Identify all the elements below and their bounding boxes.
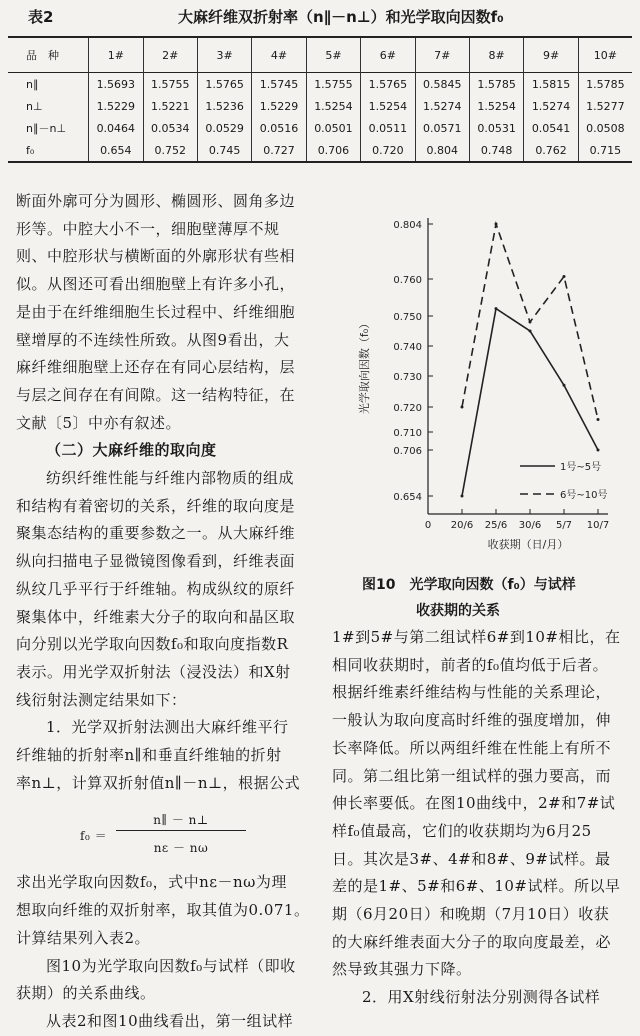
table-cell: 0.762: [524, 139, 578, 162]
table-cell: 1.5765: [197, 73, 251, 96]
table-cell: 1.5815: [524, 73, 578, 96]
table-title: [28, 6, 628, 28]
table-cell: 1.5785: [469, 73, 523, 96]
table-row-label: n∥－n⊥: [26, 122, 67, 135]
table-cell: 0.0511: [361, 117, 415, 139]
text-line: 向分别以光学取向因数f₀和取向度指数R: [16, 635, 289, 654]
table-header-cell: 品 种: [26, 49, 59, 62]
text-line: 率n⊥，计算双折射值n∥－n⊥，根据公式: [16, 773, 301, 792]
text-line: 图10为光学取向因数f₀与试样（即收: [46, 956, 296, 975]
text-line: 与层之间存在有间隙。这一结构特征，在: [16, 385, 296, 404]
y-tick-label: 0.740: [393, 342, 422, 353]
x-tick-label: 30/6: [518, 520, 542, 531]
text-line: 壁增厚的不连续性所致。从图9看出，大: [16, 330, 290, 349]
table-header-cell: 1#: [89, 37, 143, 73]
y-tick-label: 0.706: [393, 446, 422, 457]
table-row: [8, 95, 632, 117]
right-column: [332, 624, 632, 1012]
table-cell: 0.0464: [89, 117, 143, 139]
text-line: 则、中腔形状与横断面的外廓形状有些相: [16, 247, 296, 266]
left-column: [16, 188, 316, 1036]
table-header-cell: 10#: [578, 37, 632, 73]
chart-svg: [340, 196, 630, 576]
table-row: [8, 139, 632, 162]
table-cell: 1.5221: [143, 95, 197, 117]
data-point: [495, 223, 498, 226]
table-cell: 1.5236: [197, 95, 251, 117]
table-cell: 1.5277: [578, 95, 632, 117]
table-cell: 1.5745: [252, 73, 306, 96]
data-point: [597, 449, 600, 452]
table-cell: 0.745: [197, 139, 251, 162]
table-cell: 1.5229: [252, 95, 306, 117]
table-row: [8, 73, 632, 96]
text-line: 纵向扫描电子显微镜图像看到，纤维表面: [16, 552, 296, 571]
text-line: 是由于在纤维细胞生长过程中、纤维细胞: [16, 302, 296, 321]
table-caption: 大麻纤维双折射率（n∥－n⊥）和光学取向因数f₀: [178, 8, 504, 26]
table-cell: 0.715: [578, 139, 632, 162]
y-tick-label: 0.750: [393, 312, 422, 323]
table-cell: 0.5845: [415, 73, 469, 96]
paragraph-6: [16, 1008, 316, 1036]
x-tick-label: 20/6: [450, 520, 474, 531]
table-row-label: f₀: [26, 143, 35, 157]
table-cell: 1.5755: [143, 73, 197, 96]
table-cell: 1.5254: [469, 95, 523, 117]
text-line: 似。从图还可看出细胞壁上有许多小孔，: [16, 275, 296, 294]
text-line: 纵纹几乎平行于纤维轴。构成纵纹的原纤: [16, 579, 296, 598]
section-heading: （二）大麻纤维的取向度: [46, 441, 217, 460]
table-cell: 1.5755: [306, 73, 360, 96]
paragraph-2: [16, 465, 316, 714]
data-point: [461, 406, 464, 409]
paragraph-3: [16, 714, 316, 797]
x-tick-label: 25/6: [484, 520, 508, 531]
text-line: 想取向纤维的双折射率，取其值为0.071。: [16, 901, 310, 920]
data-table: [8, 36, 632, 163]
formula-lhs: f₀ ＝: [80, 829, 108, 844]
table-header-cell: 6#: [361, 37, 415, 73]
x-tick-label: 10/7: [586, 520, 610, 531]
formula-fraction-bar: [116, 830, 246, 831]
table-number: 表2: [28, 8, 54, 26]
text-line: 求出光学取向因数f₀，式中nε－nω为理: [16, 873, 287, 892]
formula: [16, 805, 316, 865]
text-line: 文献〔5〕中亦有叙述。: [16, 413, 182, 432]
table-cell: 0.0529: [197, 117, 251, 139]
table-header-cell: 2#: [143, 37, 197, 73]
table-header-cell: 8#: [469, 37, 523, 73]
text-line: 聚集体中，纤维素大分子的取向和晶区取: [16, 607, 296, 626]
table-cell: 0.727: [252, 139, 306, 162]
y-tick-label: 0.730: [393, 372, 422, 383]
table-cell: 1.5274: [415, 95, 469, 117]
table-row-label: n∥: [26, 77, 39, 91]
y-tick-label: 0.760: [393, 275, 422, 286]
data-point: [597, 418, 600, 421]
data-point: [529, 330, 532, 333]
data-point: [529, 321, 532, 324]
text-line: 纺织纤维性能与纤维内部物质的组成: [46, 469, 295, 488]
data-point: [563, 384, 566, 387]
paragraph-4: [16, 869, 316, 952]
y-axis-label: 光学取向因数（f₀）: [358, 317, 371, 415]
figure-caption-line-1: 图10 光学取向因数（f₀）与试样: [362, 577, 576, 593]
table-cell: 0.0571: [415, 117, 469, 139]
text-line: 聚集态结构的重要参数之一。从大麻纤维: [16, 524, 296, 543]
table-header-cell: 5#: [306, 37, 360, 73]
x-tick-label: 5/7: [555, 520, 573, 531]
table-cell: 0.0531: [469, 117, 523, 139]
text-line: 从表2和图10曲线看出，第一组试样: [46, 1011, 294, 1030]
figure-caption: [362, 572, 632, 624]
table-cell: 0.748: [469, 139, 523, 162]
data-point: [495, 307, 498, 310]
table-cell: 0.720: [361, 139, 415, 162]
y-tick-label: 0.804: [393, 220, 422, 231]
table-cell: 0.804: [415, 139, 469, 162]
legend-label: 6号~10号: [560, 490, 608, 501]
table-cell: 1.5229: [89, 95, 143, 117]
text-line: 表示。用光学双折射法（浸没法）和X射: [16, 662, 291, 681]
table-cell: 0.0541: [524, 117, 578, 139]
text-line: 1#到5#与第二组试样6#到10#相比，在: [332, 628, 621, 646]
table-cell: 0.654: [89, 139, 143, 162]
text-line: 根据纤维素纤维结构与性能的关系理论，: [332, 683, 612, 702]
table-header-cell: 9#: [524, 37, 578, 73]
text-line: 同。第二组比第一组试样的强力要高，而: [332, 766, 612, 785]
text-line: 然导致其强力下降。: [332, 960, 472, 979]
text-line: 的大麻纤维表面大分子的取向度最差，必: [332, 932, 612, 951]
text-line: 获期）的关系曲线。: [16, 984, 156, 1003]
table-cell: 0.706: [306, 139, 360, 162]
table-cell: 1.5785: [578, 73, 632, 96]
table-row-label: n⊥: [26, 99, 43, 113]
formula-denominator: nε － nω: [153, 841, 209, 856]
text-line: 样f₀值最高，它们的收获期均为6月25: [332, 821, 592, 840]
legend-label: 1号~5号: [560, 462, 602, 473]
figure-10-chart: [340, 196, 630, 576]
paragraph-right: [332, 624, 632, 984]
table-cell: 1.5765: [361, 73, 415, 96]
text-line: 伸长率要低。在图10曲线中，2#和7#试: [332, 794, 616, 813]
table-cell: 0.0516: [252, 117, 306, 139]
text-line: 日。其次是3#、4#和8#、9#试样。最: [332, 849, 611, 868]
table-cell: 1.5254: [361, 95, 415, 117]
x-axis-label: 收获期（日/月）: [487, 538, 569, 551]
text-line: 断面外廓可分为圆形、椭圆形、圆角多边: [16, 192, 296, 210]
text-line: 麻纤维细胞壁上还存在有同心层结构，层: [16, 358, 296, 377]
section-2-start: 2．用X射线衍射法分别测得各试样: [362, 988, 601, 1007]
text-line: 线衍射法测定结果如下：: [16, 690, 187, 709]
text-line: 相同收获期时，前者的f₀值均低于后者。: [332, 655, 609, 674]
table-header-cell: 3#: [197, 37, 251, 73]
figure-caption-line-2: 收获期的关系: [416, 603, 500, 619]
text-line: 1．光学双折射法测出大麻纤维平行: [46, 718, 289, 737]
data-point: [563, 275, 566, 278]
table-header-row: [8, 37, 632, 73]
table-cell: 1.5254: [306, 95, 360, 117]
x-tick-label: 0: [424, 520, 432, 531]
table-row: [8, 117, 632, 139]
y-tick-label: 0.654: [393, 492, 422, 503]
text-line: 期（6月20日）和晚期（7月10日）收获: [332, 905, 610, 924]
table-cell: 0.752: [143, 139, 197, 162]
text-line: 长率降低。所以两组纤维在性能上有所不: [332, 738, 612, 757]
table-cell: 1.5693: [89, 73, 143, 96]
table-cell: 0.0534: [143, 117, 197, 139]
formula-numerator: n∥ － n⊥: [153, 813, 209, 828]
text-line: 形等。中腔大小不一，细胞壁薄厚不规: [16, 219, 280, 238]
y-tick-label: 0.720: [393, 403, 422, 414]
table-cell: 1.5274: [524, 95, 578, 117]
table-cell: 0.0501: [306, 117, 360, 139]
text-line: 纤维轴的折射率n∥和垂直纤维轴的折射: [16, 746, 282, 765]
table-header-cell: 4#: [252, 37, 306, 73]
paragraph-1: [16, 188, 316, 437]
text-line: 差的是1#、5#和6#、10#试样。所以早: [332, 877, 621, 896]
text-line: 和结构有着密切的关系，纤维的取向度是: [16, 496, 296, 515]
y-tick-label: 0.710: [393, 428, 422, 439]
data-point: [461, 495, 464, 498]
table-header-cell: 7#: [415, 37, 469, 73]
text-line: 一般认为取向度高时纤维的强度增加，伸: [332, 711, 612, 730]
table-cell: 0.0508: [578, 117, 632, 139]
text-line: 计算结果列入表2。: [16, 928, 151, 947]
